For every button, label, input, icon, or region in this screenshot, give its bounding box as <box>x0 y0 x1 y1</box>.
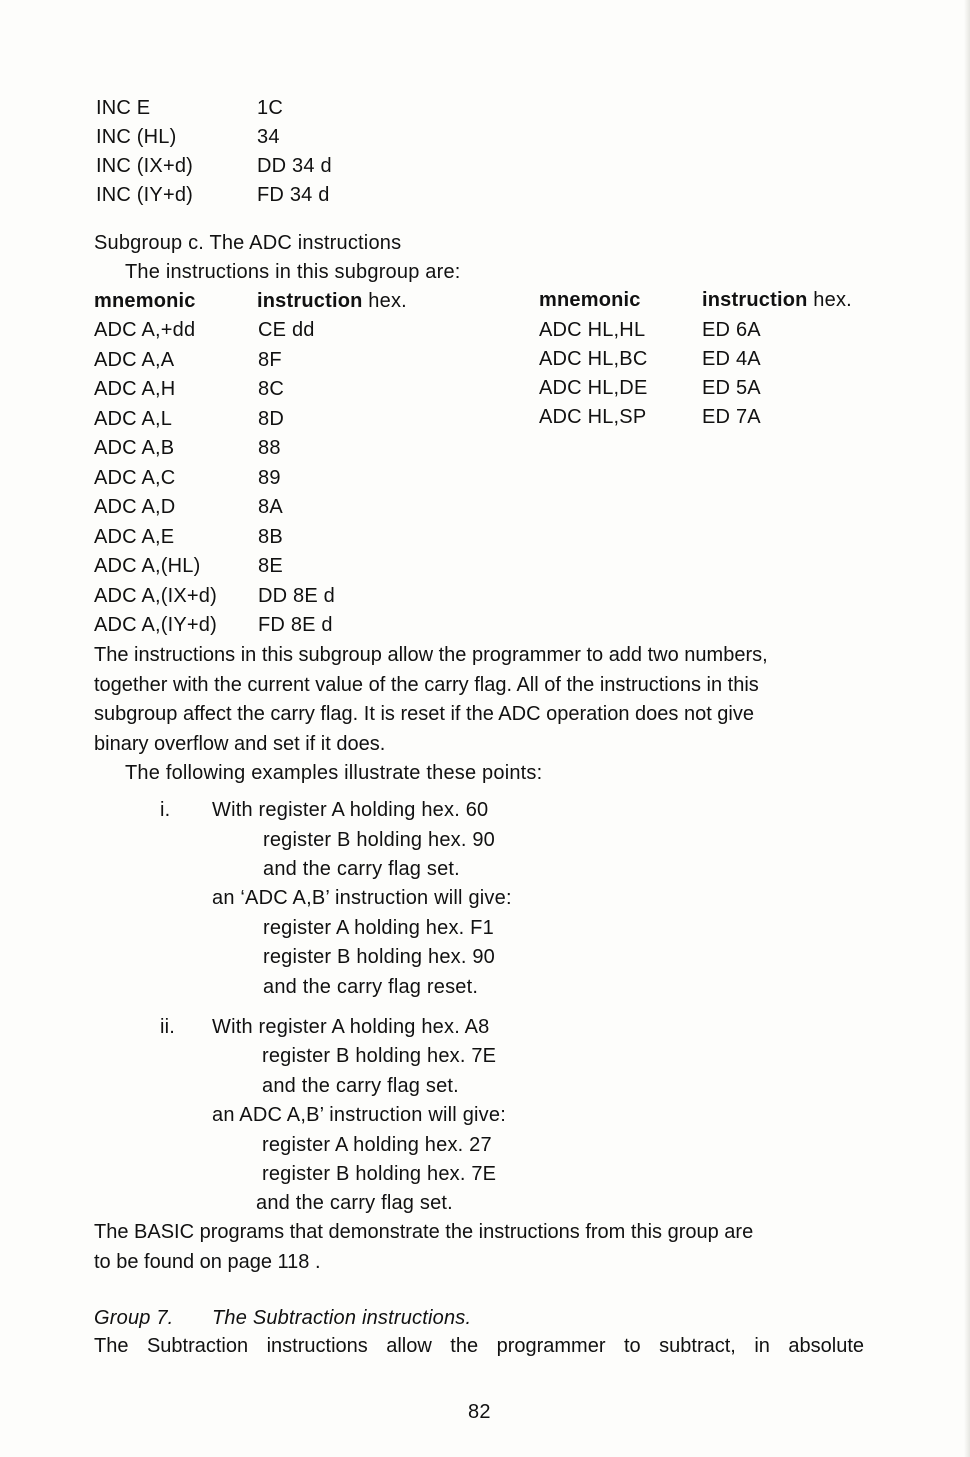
group-title: The Subtraction instructions. <box>212 1307 472 1329</box>
paragraph-line: The BASIC programs that demonstrate the instructions from this group are <box>94 1221 754 1243</box>
example-line: register B holding hex. 7E <box>262 1045 497 1067</box>
adc-row-mnemonic: ADC A,C <box>94 467 176 489</box>
example-line: With register A holding hex. A8 <box>212 1016 490 1038</box>
adc-row-hex: CE dd <box>258 319 315 341</box>
page-number: 82 <box>468 1401 491 1423</box>
column-header-hex: hex. <box>368 290 407 312</box>
adc-row-hex: FD 8E d <box>258 614 333 636</box>
example-line: and the carry flag set. <box>263 858 460 880</box>
example-line: With register A holding hex. 60 <box>212 799 489 821</box>
adc-row-hex: 8C <box>258 378 284 400</box>
adc-row-hex: 8D <box>258 408 284 430</box>
example-line: register A holding hex. F1 <box>263 917 494 939</box>
adc-hl-row-mnemonic: ADC HL,DE <box>539 377 648 399</box>
paragraph-basic-programs <box>94 1218 864 1277</box>
adc-row-mnemonic: ADC A,A <box>94 349 175 371</box>
adc-hl-row-hex: ED 6A <box>702 319 761 341</box>
example-line: an ADC A,B’ instruction will give: <box>212 1104 506 1126</box>
example-line: register B holding hex. 90 <box>263 946 496 968</box>
inc-row-hex: 34 <box>257 126 280 148</box>
adc-hl-row-hex: ED 5A <box>702 377 761 399</box>
column-header-instruction: instruction <box>702 289 808 311</box>
adc-row-hex: 88 <box>258 437 281 459</box>
paragraph-line: The Subtraction instructions allow the programmer to subtract, in absolute <box>94 1335 864 1357</box>
subgroup-title: Subgroup c. The ADC instructions <box>94 232 402 254</box>
example-line: an ‘ADC A,B’ instruction will give: <box>212 887 512 909</box>
paragraph-adc-description <box>94 641 864 759</box>
inc-row-mnemonic: INC (IY+d) <box>96 184 194 206</box>
paragraph-line: together with the current value of the carry flag. All of the instructions in this <box>94 673 759 696</box>
paragraph-line: subgroup affect the carry flag. It is reset if the ADC operation does not give <box>94 703 754 725</box>
column-header-instruction: instruction <box>257 290 363 312</box>
page-edge-shadow <box>964 0 970 1457</box>
column-header-hex: hex. <box>813 289 852 311</box>
paragraph-line: to be found on page 118 . <box>94 1250 321 1273</box>
example-line: register B holding hex. 90 <box>263 829 496 851</box>
inc-row-hex: 1C <box>257 97 283 119</box>
column-header-mnemonic: mnemonic <box>539 289 641 311</box>
adc-row-mnemonic: ADC A,L <box>94 408 173 430</box>
adc-hl-row-mnemonic: ADC HL,SP <box>539 406 647 428</box>
example-number: i. <box>160 799 171 821</box>
inc-row-hex: FD 34 d <box>257 184 330 206</box>
paragraph-line: binary overflow and set if it does. <box>94 732 386 755</box>
adc-row-mnemonic: ADC A,B <box>94 437 175 459</box>
adc-row-mnemonic: ADC A,(IX+d) <box>94 585 217 607</box>
adc-row-hex: DD 8E d <box>258 585 335 607</box>
column-header-instruction-hex <box>257 289 407 313</box>
adc-row-hex: 8F <box>258 349 282 371</box>
example-line: and the carry flag set. <box>256 1192 453 1214</box>
example-line: and the carry flag set. <box>262 1075 459 1097</box>
adc-row-hex: 89 <box>258 467 281 489</box>
adc-row-mnemonic: ADC A,(HL) <box>94 555 201 577</box>
adc-row-hex: 8B <box>258 526 283 548</box>
column-header-instruction-hex <box>702 288 852 312</box>
paragraph-subtraction <box>94 1332 864 1362</box>
adc-row-mnemonic: ADC A,E <box>94 526 175 548</box>
adc-row-mnemonic: ADC A,(IY+d) <box>94 614 217 636</box>
inc-row-mnemonic: INC E <box>96 97 151 119</box>
inc-row-mnemonic: INC (HL) <box>96 126 177 148</box>
examples-intro: The following examples illustrate these points: <box>125 762 543 784</box>
adc-row-hex: 8E <box>258 555 283 577</box>
adc-hl-row-mnemonic: ADC HL,BC <box>539 348 648 370</box>
inc-row-hex: DD 34 d <box>257 155 332 177</box>
column-header-mnemonic: mnemonic <box>94 290 196 312</box>
adc-hl-row-hex: ED 4A <box>702 348 761 370</box>
adc-row-mnemonic: ADC A,H <box>94 378 176 400</box>
adc-hl-row-mnemonic: ADC HL,HL <box>539 319 646 341</box>
paragraph-line: The instructions in this subgroup allow the programmer to add two numbers, <box>94 644 768 666</box>
example-number: ii. <box>160 1016 176 1038</box>
adc-row-mnemonic: ADC A,+dd <box>94 319 196 341</box>
group-label: Group 7. <box>94 1307 174 1329</box>
example-line: and the carry flag reset. <box>263 976 479 998</box>
example-line: register B holding hex. 7E <box>262 1163 497 1185</box>
adc-hl-row-hex: ED 7A <box>702 406 761 428</box>
adc-row-hex: 8A <box>258 496 283 518</box>
inc-row-mnemonic: INC (IX+d) <box>96 155 194 177</box>
example-line: register A holding hex. 27 <box>262 1134 492 1156</box>
adc-row-mnemonic: ADC A,D <box>94 496 176 518</box>
subgroup-intro: The instructions in this subgroup are: <box>125 261 461 283</box>
